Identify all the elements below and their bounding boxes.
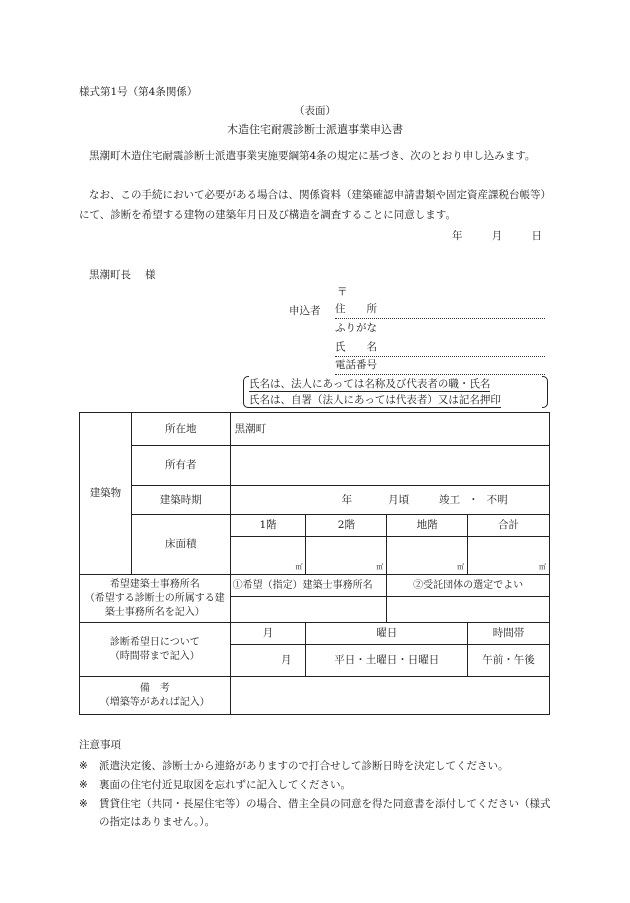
area-total-cell[interactable]: ㎡ [468,537,550,575]
built-dot: ・ [468,493,479,506]
note-mark: ※ [79,760,88,772]
date-header-month: 月 [230,623,306,645]
applicant-label: 申込者 [289,305,321,317]
date-year-label: 年 [452,230,463,242]
floor-header-1f: 1階 [230,515,306,537]
postal-mark: 〒 [337,286,348,298]
remarks-label-main: 備 考 [139,682,170,694]
name-notes-box [249,376,544,408]
remarks-cell[interactable] [230,677,549,715]
date-label [80,623,231,677]
area-basement-cell[interactable]: ㎡ [387,537,468,575]
area-2f-cell[interactable]: ㎡ [306,537,387,575]
notes-title: 注意事項 [79,739,121,751]
consent-paragraph: なお、この手続において必要がある場合は、関係資料（建築確認申請書類や固定資産課税台帳等）にて、診断を希望する建物の建築年月日及び構造を調査することに同意します。 [79,189,551,221]
office-blank-cell [387,597,550,623]
date-time-cell[interactable]: 午前・午後 [468,645,550,677]
addressee [89,268,156,282]
note-text: 賃貸住宅（共同・長屋住宅等）の場合、借主全員の同意を得た同意書を添付してください（様式の指定はありません。）。 [99,798,551,828]
right-bracket [542,376,548,408]
location-label: 所在地 [131,413,230,446]
date-label-main: 診断希望日について [109,636,200,648]
built-cell[interactable] [230,486,549,515]
office-label-sub: （希望する診断士の所属する建築士事務所名を記入） [84,592,225,618]
application-date [452,229,542,243]
built-year: 年 [341,493,353,506]
furigana-field[interactable] [335,321,545,337]
name-label: 氏 名 [335,341,377,353]
office-label-main: 希望建築士事務所名 [109,578,200,590]
note-text: 派遣決定後、診断士から連絡がありますので打合せして診断日時を決定してください。 [99,760,509,772]
built-month: 月頃 [388,493,410,506]
application-table [79,412,550,715]
form-number: 様式第1号（第4条関係） [79,86,198,98]
date-header-dow: 曜日 [306,623,468,645]
remarks-label-sub: （増築等があれば記入） [99,696,210,708]
note-item [79,776,554,794]
note-item [79,757,554,775]
remarks-label [80,677,231,715]
intro-paragraph: 黒潮町木造住宅耐震診断士派遣事業実施要綱第4条の規定に基づき、次のとおり申し込みます。 [89,150,536,162]
area-1f-cell[interactable]: ㎡ [230,537,306,575]
floor-header-basement: 地階 [387,515,468,537]
name-field[interactable] [335,340,545,357]
floor-area-label: 床面積 [131,515,230,575]
date-month-cell[interactable]: 月 [230,645,306,677]
address-field[interactable] [335,302,545,319]
note-item [79,795,554,831]
phone-field[interactable] [335,358,545,375]
date-day-label: 日 [531,230,542,242]
date-header-time: 時間帯 [468,623,550,645]
addressee-honorific: 様 [145,269,156,281]
owner-cell[interactable] [230,446,549,486]
note-text: 裏面の住宅付近見取図を忘れずに記入してください。 [99,779,351,791]
floor-header-total: 合計 [468,515,550,537]
page-title: 木造住宅耐震診断士派遣事業申込書 [227,123,403,136]
note-mark: ※ [79,798,88,810]
office-option-designated[interactable]: ①希望（指定）建築士事務所名 [230,575,387,597]
name-note-signature: 氏名は、自署（法人にあっては代表者）又は記名押印 [249,393,501,408]
office-label [80,575,231,623]
built-done: 竣工 [439,493,461,506]
location-cell[interactable]: 黒潮町 [230,413,549,446]
addressee-name: 黒潮町長 [89,269,131,281]
building-label: 建築物 [80,413,132,575]
office-name-cell[interactable] [230,597,387,623]
side-label: （表面） [294,105,336,117]
floor-header-2f: 2階 [306,515,387,537]
date-dow-cell[interactable]: 平日・土曜日・日曜日 [306,645,468,677]
name-note-corporate: 氏名は、法人にあっては名称及び代表者の職・氏名 [249,377,490,392]
date-label-sub: （時間帯まで記入） [109,650,200,662]
date-month-label: 月 [491,230,503,242]
office-option-entrusted[interactable]: ②受託団体の選定でよい [387,575,550,597]
owner-label: 所有者 [131,446,230,486]
note-mark: ※ [79,779,88,791]
address-label: 住 所 [335,303,377,315]
furigana-label: ふりがな [335,322,377,334]
built-label: 建築時期 [131,486,230,515]
built-unknown: 不明 [486,493,508,506]
phone-label: 電話番号 [335,359,377,371]
